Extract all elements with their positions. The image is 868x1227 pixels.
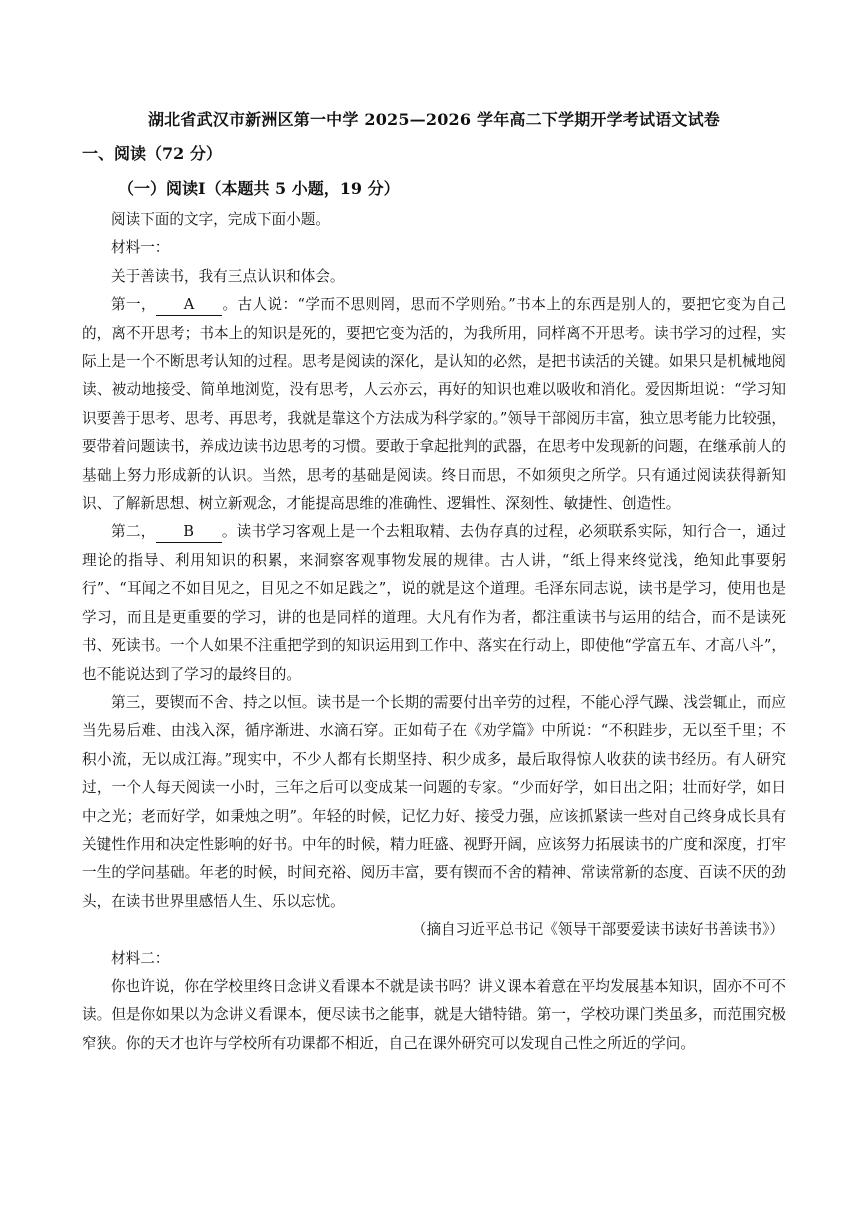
paragraph-first [82,291,786,518]
paragraph-second [82,518,786,688]
blank-a: A [156,295,222,316]
paragraph-third: 第三，要锲而不舍、持之以恒。读书是一个长期的需要付出辛劳的过程，不能心浮气躁、浅尝辄止，而应当先易后难、由浅入深，循序渐进、水滴石穿。正如荀子在《劝学篇》中所说：“不积跬步，无以至千里；不积小流，无以成江海。”现实中，不少人都有长期坚持、积少成多，最后取得惊人收获的读书经历。有人研究过，一个人每天阅读一小时，三年之后可以变成某一问题的专家。“少而好学，如日出之阳；壮而好学，如日中之光；老而好学，如秉烛之明”。年轻的时候，记忆力好、接受力强，应该抓紧读一些对自己终身成长具有关键性作用和决定性影响的好书。中年的时候，精力旺盛、视野开阔，应该努力拓展读书的广度和深度，打牢一生的学问基础。年老的时候，时间充裕、阅历丰富，要有锲而不舍的精神、常读常新的态度、百读不厌的劲头，在读书世界里感悟人生、乐以忘忧。 [82,693,786,910]
paragraph-second-prefix: 第二， [111,523,156,541]
intro-paragraph: 关于善读书，我有三点认识和体会。 [111,267,345,285]
passage-body [82,206,786,1058]
paragraph-material-2: 你也许说，你在学校里终日念讲义看课本不就是读书吗？讲义课本着意在平均发展基本知识，固亦不可不读。但是你如果以为念讲义看课本，便尽读书之能事，就是大错特错。第一，学校功课门类虽多，而范围究极窄狭。你的天才也许与学校所有功课都不相近，自己在课外研究可以发现自己性之所近的学问。 [82,977,786,1052]
source-citation: （摘自习近平总书记《领导干部要爱读书读好书善读书》） [411,921,784,939]
subsection-heading-reading-1: （一）阅读Ⅰ（本题共 5 小题，19 分） [118,179,400,198]
section-heading-reading: 一、阅读（72 分） [82,144,222,163]
paragraph-second-text: 。读书学习客观上是一个去粗取精、去伪存真的过程，必须联系实际，知行合一，通过理论的指导、利用知识的积累，来洞察客观事物发展的规律。古人讲，“纸上得来终觉浅，绝知此事要躬行”、“耳闻之不如目见之，目见之不如足践之”，说的就是这个道理。毛泽东同志说，读书是学习，使用也是学习，而且是更重要的学习，讲的也是同样的道理。大凡有作为者，都注重读书与运用的结合，而不是读死书、死读书。一个人如果不注重把学到的知识运用到工作中、落实在行动上，即使他“学富五车、才高八斗”，也不能说达到了学习的最终目的。 [82,523,786,683]
material-2-label: 材料二： [111,949,170,967]
material-1-label: 材料一： [111,239,170,257]
blank-b: B [156,522,222,543]
instruction-text: 阅读下面的文字，完成下面小题。 [111,211,330,228]
paragraph-first-prefix: 第一， [111,296,157,314]
exam-title: 湖北省武汉市新洲区第一中学 2025—2026 学年高二下学期开学考试语文试卷 [147,110,720,129]
paragraph-first-text: 。古人说：“学而不思则罔，思而不学则殆。”书本上的东西是别人的，要把它变为自己的，离不开思考；书本上的知识是死的，要把它变为活的，为我所用，同样离不开思考。读书学习的过程，实际上是一个不断思考认知的过程。思考是阅读的深化，是认知的必然，是把书读活的关键。如果只是机械地阅读、被动地接受、简单地浏览，没有思考，人云亦云，再好的知识也难以吸收和消化。爱因斯坦说：“学习知识要善于思考、思考、再思考，我就是靠这个方法成为科学家的。”领导干部阅历丰富，独立思考能力比较强，要带着问题读书，养成边读书边思考的习惯。要敢于拿起批判的武器，在思考中发现新的问题，在继承前人的基础上努力形成新的认识。当然，思考的基础是阅读。终日而思，不如须臾之所学。只有通过阅读获得新知识、了解新思想、树立新观念，才能提高思维的准确性、逻辑性、深刻性、敏捷性、创造性。 [82,296,786,513]
